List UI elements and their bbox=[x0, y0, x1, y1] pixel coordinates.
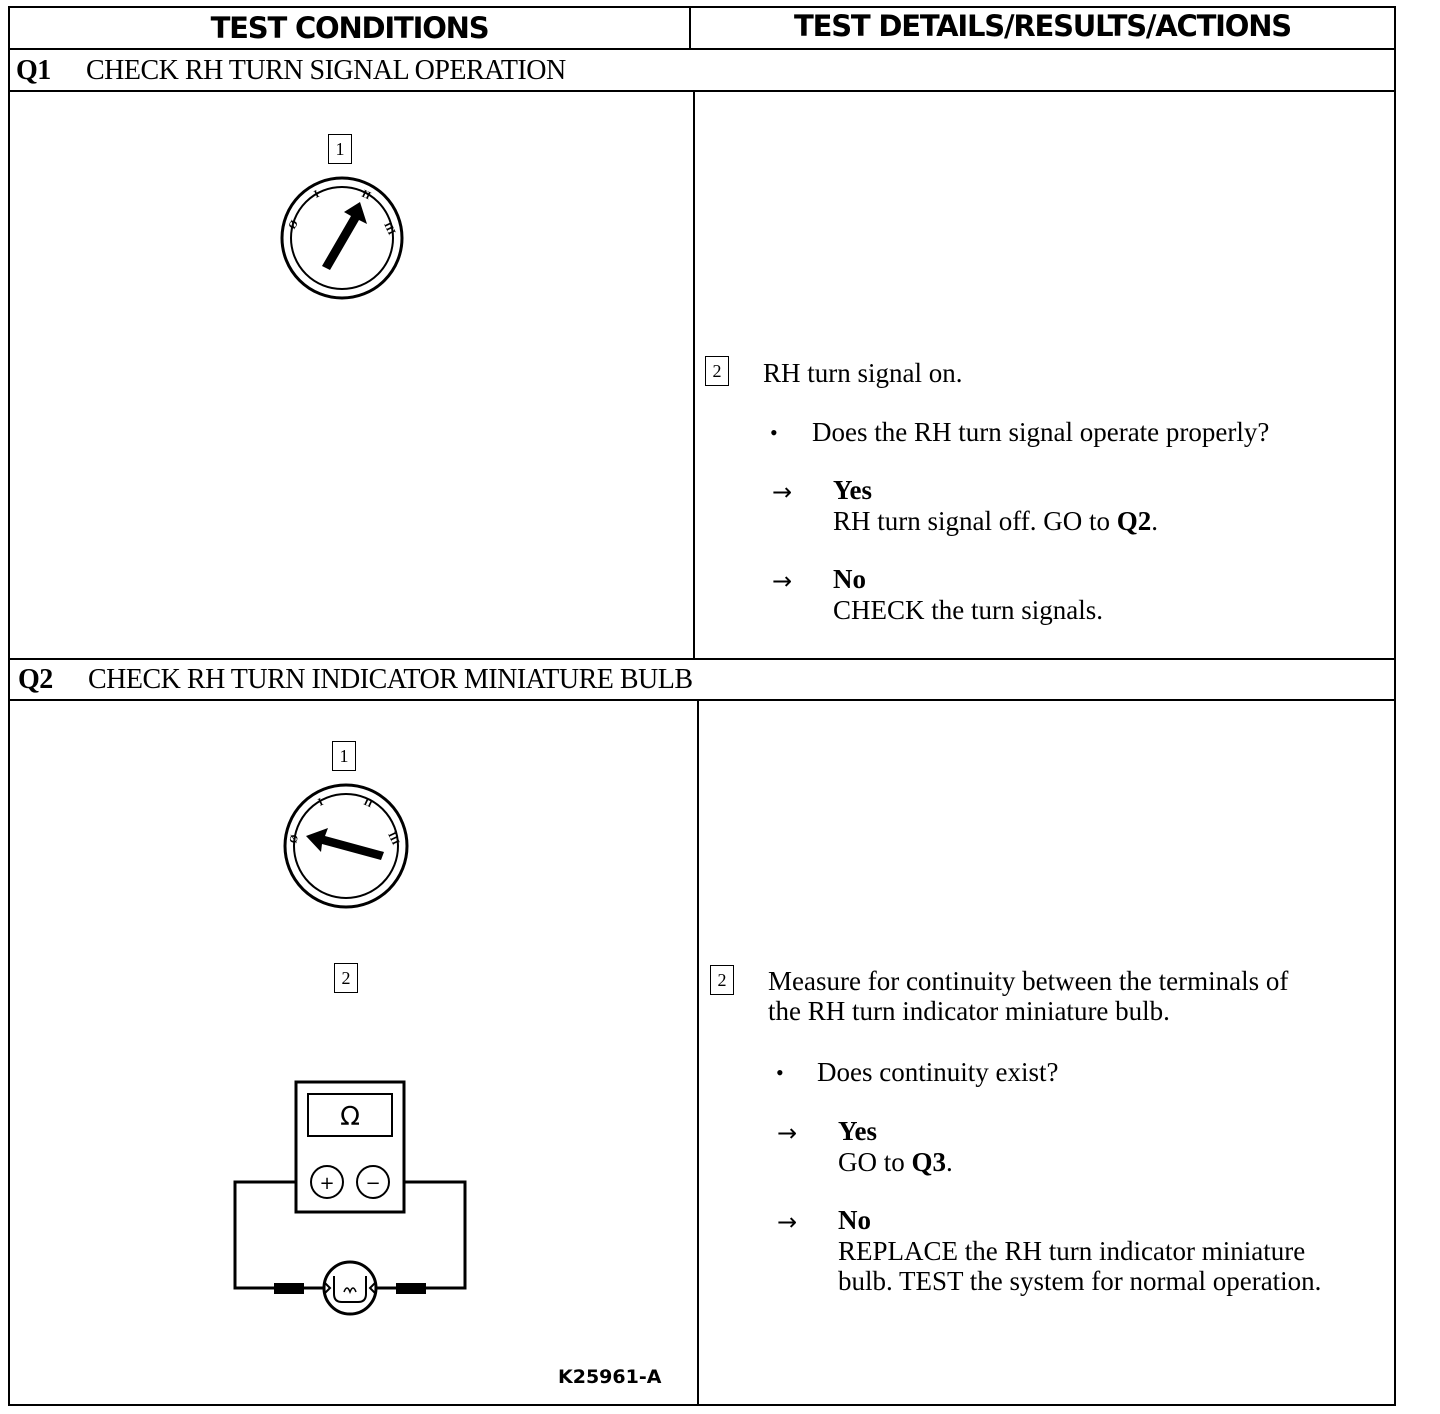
switch-position-3: III bbox=[385, 830, 402, 847]
q1-yes-ref: Q2 bbox=[1116, 506, 1152, 536]
switch-position-1: I bbox=[316, 796, 326, 809]
switch-position-off: Ø bbox=[287, 833, 302, 845]
q2-no-text-line-2: bulb. TEST the system for normal operation. bbox=[838, 1266, 1322, 1296]
q1-yes-arrow: → bbox=[772, 478, 793, 506]
q2-yes-label: Yes bbox=[838, 1116, 877, 1146]
q1-ignition-switch-icon bbox=[280, 180, 406, 298]
switch-position-2: II bbox=[359, 187, 373, 203]
q1-step-2-label: 2 bbox=[705, 356, 729, 386]
q2-ignition-switch-icon bbox=[284, 786, 410, 908]
q2-no-label: No bbox=[838, 1205, 871, 1235]
q1-no-arrow: → bbox=[772, 567, 793, 595]
q1-step-2-text: RH turn signal on. bbox=[763, 358, 963, 388]
q1-title: CHECK RH TURN SIGNAL OPERATION bbox=[86, 55, 566, 86]
q1-number: Q1 bbox=[16, 55, 51, 86]
q2-column-divider bbox=[697, 699, 699, 1406]
q1-no-text: CHECK the turn signals. bbox=[833, 595, 1103, 625]
switch-position-off: Ø bbox=[286, 218, 301, 232]
switch-position-3: III bbox=[381, 220, 398, 237]
q2-title: CHECK RH TURN INDICATOR MINIATURE BULB bbox=[88, 664, 693, 695]
q2-figure-step-1-label: 1 bbox=[332, 741, 356, 771]
header-divider bbox=[8, 48, 1396, 50]
q1-yes-label: Yes bbox=[833, 475, 872, 505]
q1-no-label: No bbox=[833, 564, 866, 594]
plus-terminal-icon: + bbox=[319, 1173, 335, 1194]
q2-top-divider bbox=[8, 658, 1396, 660]
test-table bbox=[8, 6, 1396, 1406]
q1-column-divider bbox=[693, 90, 695, 659]
switch-position-1: I bbox=[312, 188, 322, 201]
q1-title-row bbox=[16, 55, 566, 87]
switch-position-2: II bbox=[361, 795, 375, 811]
q2-step-2-text-line-1: Measure for continuity between the terminals of bbox=[768, 966, 1289, 996]
q1-title-divider bbox=[8, 90, 1396, 92]
q2-yes-text: GO to Q3. bbox=[838, 1147, 953, 1177]
q1-yes-text: RH turn signal off. GO to Q2. bbox=[833, 506, 1159, 536]
q2-no-text-line-1: REPLACE the RH turn indicator miniature bbox=[838, 1236, 1306, 1266]
q1-bullet: • bbox=[770, 420, 778, 445]
q2-no-arrow: → bbox=[777, 1208, 798, 1236]
q2-yes-ref: Q3 bbox=[911, 1147, 947, 1177]
q2-figure-step-2-label: 2 bbox=[334, 963, 358, 993]
q2-bullet: • bbox=[776, 1060, 784, 1085]
minus-terminal-icon: − bbox=[365, 1173, 381, 1194]
q2-step-2-text-line-2: the RH turn indicator miniature bulb. bbox=[768, 996, 1170, 1026]
figure-code: K25961-A bbox=[558, 1366, 662, 1388]
q2-yes-arrow: → bbox=[777, 1119, 798, 1147]
q1-question: Does the RH turn signal operate properly? bbox=[812, 417, 1270, 447]
q2-title-row bbox=[18, 664, 693, 696]
q2-title-divider bbox=[8, 699, 1396, 701]
q2-number: Q2 bbox=[18, 664, 53, 695]
ohm-icon: Ω bbox=[340, 1102, 360, 1132]
header-test-details: TEST DETAILS/RESULTS/ACTIONS bbox=[794, 9, 1291, 43]
q1-figure-step-1-label: 1 bbox=[328, 134, 352, 164]
ohmmeter-circuit-diagram bbox=[230, 1080, 470, 1320]
q2-step-2-label: 2 bbox=[710, 965, 734, 995]
q2-question: Does continuity exist? bbox=[817, 1057, 1059, 1087]
header-test-conditions: TEST CONDITIONS bbox=[210, 11, 489, 45]
